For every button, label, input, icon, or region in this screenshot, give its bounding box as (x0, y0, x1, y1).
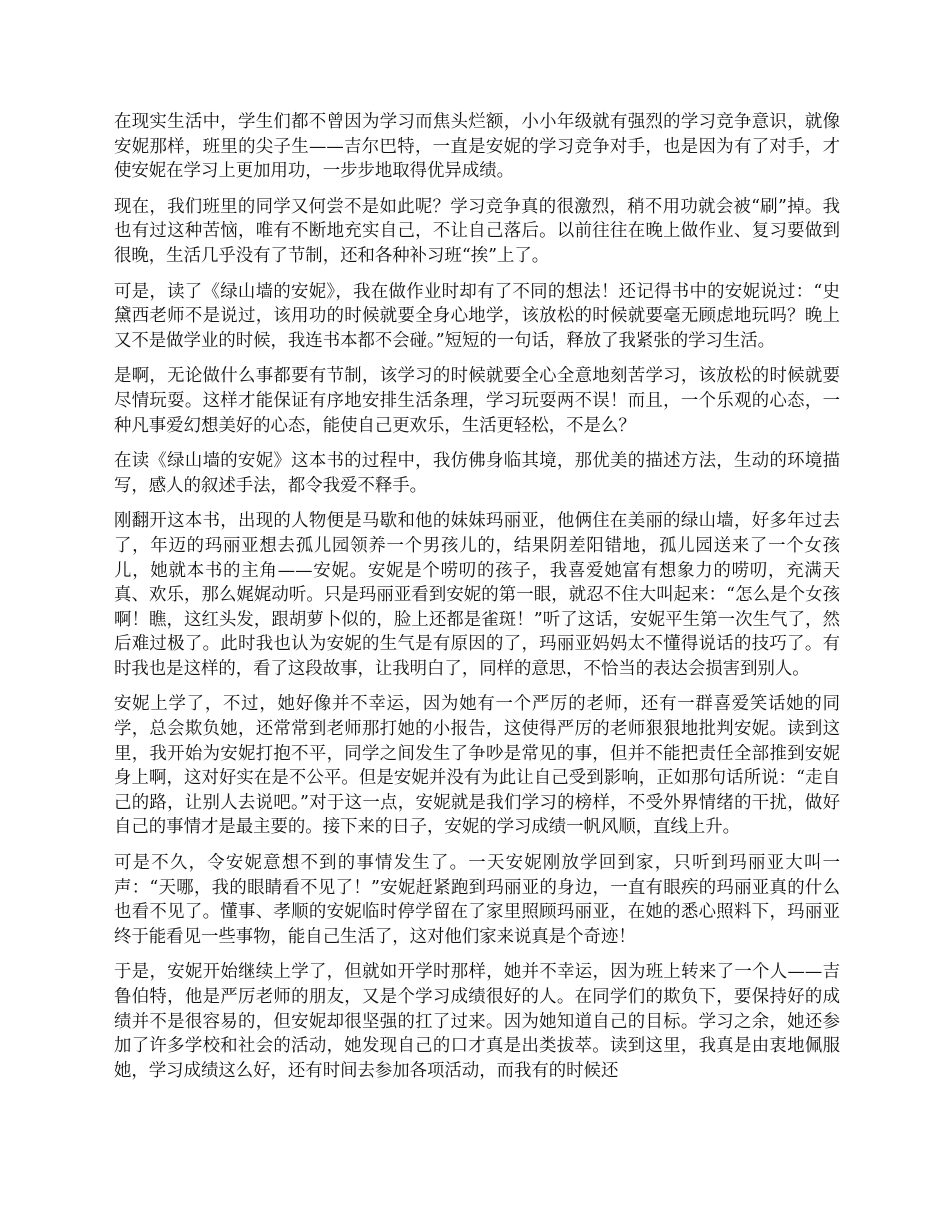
paragraph: 刚翻开这本书，出现的人物便是马歇和他的妹妹玛丽亚，他俩住在美丽的绿山墙，好多年过去了，年迈的玛丽亚想去孤儿园领养一个男孩儿的，结果阴差阳错地，孤儿园送来了一个女孩儿，她就本书的主角——安妮。安妮是个唠叨的孩子，我喜爱她富有想象力的唠叨，充满天真、欢乐，那么娓娓动听。只是玛丽亚看到安妮的第一眼，就忍不住大叫起来：“怎么是个女孩啊！瞧，这红头发，跟胡萝卜似的，脸上还都是雀斑！”听了这话，安妮平生第一次生气了，然后难过极了。此时我也认为安妮的生气是有原因的了，玛丽亚妈妈太不懂得说话的技巧了。有时我也是这样的，看了这段故事，让我明白了，同样的意思，不恰当的表达会损害到别人。 (114, 511, 840, 679)
paragraph: 于是，安妮开始继续上学了，但就如开学时那样，她并不幸运，因为班上转来了一个人——吉鲁伯特，他是严厉老师的朋友，又是个学习成绩很好的人。在同学们的欺负下，要保持好的成绩并不是很容易的，但安妮却很坚强的扛了过来。因为她知道自己的目标。学习之余，她还参加了许多学校和社会的活动，她发现自己的口才真是出类拔萃。读到这里，我真是由衷地佩服她，学习成绩这么好，还有时间去参加各项活动，而我有的时候还 (114, 962, 840, 1081)
paragraph: 在读《绿山墙的安妮》这本书的过程中，我仿佛身临其境，那优美的描述方法，生动的环境描写，感人的叙述手法，都令我爱不释手。 (114, 451, 840, 496)
paragraph: 在现实生活中，学生们都不曾因为学习而焦头烂额，小小年级就有强烈的学习竞争意识，就像安妮那样，班里的尖子生——吉尔巴特，一直是安妮的学习竞争对手，也是因为有了对手，才使安妮在学习上更加用功，一步步地取得优异成绩。 (114, 112, 840, 182)
paragraph: 可是不久，令安妮意想不到的事情发生了。一天安妮刚放学回到家，只听到玛丽亚大叫一声：“天哪，我的眼睛看不见了！”安妮赶紧跑到玛丽亚的身边，一直有眼疾的玛丽亚真的什么也看不见了。懂事、孝顺的安妮临时停学留在了家里照顾玛丽亚，在她的悉心照料下，玛丽亚终于能看见一些事物，能自己生活了，这对他们家来说真是个奇迹！ (114, 853, 840, 947)
paragraph: 安妮上学了，不过，她好像并不幸运，因为她有一个严厉的老师，还有一群喜爱笑话她的同学，总会欺负她，还常常到老师那打她的小报告，这使得严厉的老师狠狠地批判安妮。读到这里，我开始为安妮打抱不平，同学之间发生了争吵是常见的事，但并不能把责任全部推到安妮身上啊，这对好实在是不公平。但是安妮并没有为此让自己受到影响，正如那句话所说：“走自己的路，让别人去说吧。”对于这一点，安妮就是我们学习的榜样，不受外界情绪的干扰，做好自己的事情才是最主要的。接下来的日子，安妮的学习成绩一帆风顺，直线上升。 (114, 694, 840, 838)
paragraph: 现在，我们班里的同学又何尝不是如此呢？学习竞争真的很激烈，稍不用功就会被“刷”掉。我也有过这种苦恼，唯有不断地充实自己，不让自己落后。以前往往在晚上做作业、复习要做到很晚，生活几乎没有了节制，还和各种补习班“挨”上了。 (114, 196, 840, 266)
paragraph: 可是，读了《绿山墙的安妮》，我在做作业时却有了不同的想法！还记得书中的安妮说过：“史黛西老师不是说过，该用功的时候就要全身心地学，该放松的时候就要毫无顾虑地玩吗？晚上又不是做学业的时候，我连书本都不会碰。”短短的一句话，释放了我紧张的学习生活。 (114, 281, 840, 351)
document-page (114, 110, 840, 1094)
paragraph: 是啊，无论做什么事都要有节制，该学习的时候就要全心全意地刻苦学习，该放松的时候就要尽情玩耍。这样才能保证有序地安排生活条理，学习玩耍两不误！而且，一个乐观的心态，一种凡事爱幻想美好的心态，能使自己更欢乐，生活更轻松，不是么？ (114, 366, 840, 436)
